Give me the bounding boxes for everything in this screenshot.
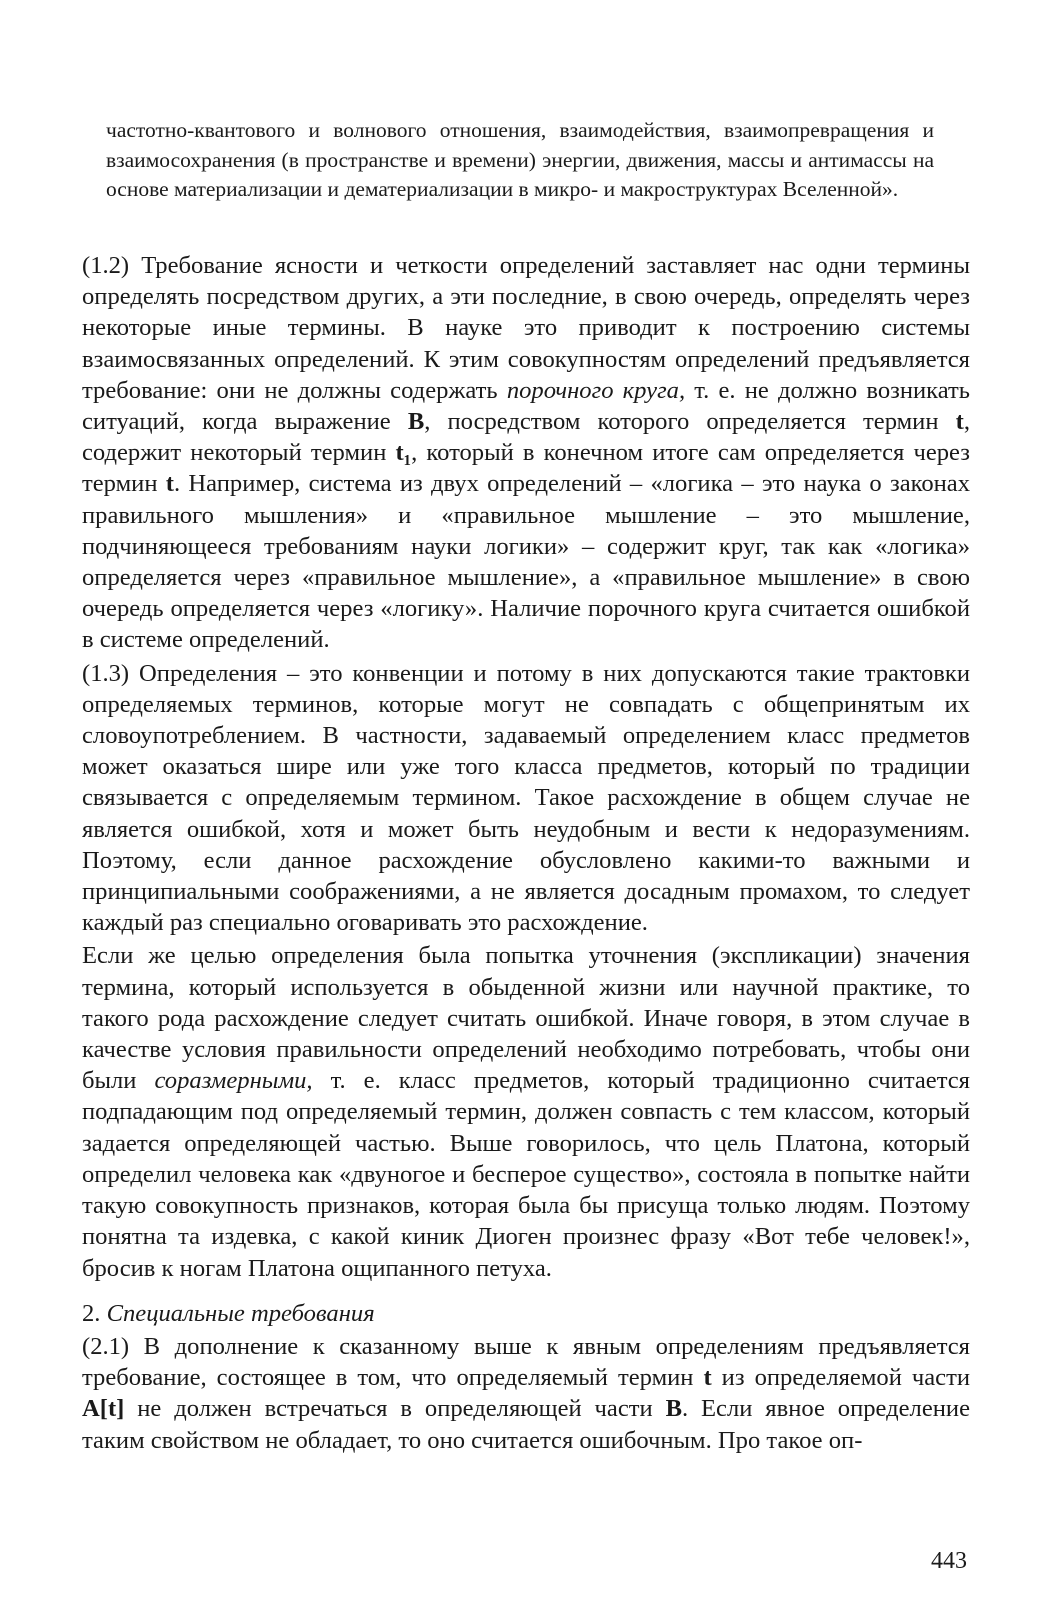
text-run: не должен встречаться в определяющей части bbox=[124, 1395, 666, 1423]
text-run: (2.1) В дополнение к сказанному выше к явным определениям предъявляется требование, состоящее в том, что определяемый термин bbox=[82, 1332, 970, 1392]
text-run: соразмерными, bbox=[154, 1067, 313, 1095]
body-text bbox=[82, 250, 970, 1456]
text-run: t bbox=[165, 470, 174, 498]
text-run: , который в конечном итоге сам определяется через термин bbox=[82, 439, 970, 498]
paragraph-1-3-continued bbox=[82, 940, 970, 1283]
paragraph-2-1 bbox=[82, 1331, 970, 1456]
quote-text: частотно-квантового и волнового отношения, взаимодействия, взаимопревращения и взаимосохранения (в пространстве и времени) энергии, движения, массы и антимассы на основе материализации и дематериализации в микро- и макроструктурах Вселенной». bbox=[106, 118, 934, 201]
paragraph-1-2 bbox=[82, 250, 970, 656]
text-run: . Например, система из двух определений – «логика – это наука о законах правильного мышления» и «правильное мышление – это мышление, подчиняющееся требованиям науки логики» – содержит круг, так как «логика» определяется через «правильное мышление», а «правильное мышление» в свою очередь определяется через «логику». Наличие порочного круга считается ошибкой в системе определений. bbox=[82, 470, 970, 654]
text-run: 2. bbox=[82, 1299, 107, 1327]
text-run: из определяемой части bbox=[711, 1364, 970, 1392]
text-run: t₁ bbox=[395, 439, 412, 467]
text-run: (1.3) Определения – это конвенции и потому в них допускаются такие трактовки определяемых терминов, которые могут не совпадать с общепринятым их словоупотреблением. В частности, задаваемый определением класс предметов может оказаться шире или уже того класса предметов, который по традиции связывается с определяемым термином. Такое расхождение в общем случае не является ошибкой, хотя и может быть неудобным и вести к недоразумениям. Поэтому, если данное расхождение обусловлено какими-то важными и принципиальными соображениями, а не является досадным промахом, то следует каждый раз специально оговаривать это расхождение. bbox=[82, 659, 970, 937]
text-run: Если же целью определения была попытка уточнения (экспликации) значения термина, который используется в обыденной жизни или научной практике, то такого рода расхождение следует считать ошибкой. Иначе говоря, в этом случае в качестве условия правильности определений необходимо потребовать, чтобы они были bbox=[82, 942, 970, 1095]
text-run: A[t] bbox=[82, 1395, 125, 1423]
text-run: . Если явное определение таким свойством не обладает, то оно считается ошибочным. Про такое оп- bbox=[82, 1395, 970, 1454]
text-run: Специальные требования bbox=[106, 1299, 375, 1327]
text-run: B bbox=[407, 408, 425, 436]
text-run: порочного круга, bbox=[506, 376, 686, 404]
text-run: т. е. класс предметов, который традиционно считается подпадающим под определяемый термин, должен совпасть с тем классом, который задается определяющей частью. Выше говорилось, что цель Платона, который определил человека как «двуногое и бесперое существо», состояла в попытке найти такую совокупность признаков, которая была бы присуща только людям. Поэтому понятна та издевка, с какой киник Диоген произнес фразу «Вот тебе человек!», бросив к ногам Платона ощипанного петуха. bbox=[82, 1067, 970, 1282]
page-number: 443 bbox=[931, 1548, 967, 1574]
text-run: , посредством которого определяется термин bbox=[424, 408, 956, 436]
text-run: (1.2) Требование ясности и четкости определений заставляет нас одни термины определять посредством других, а эти последние, в свою очередь, определять через некоторые иные термины. В науке это приводит к построению системы взаимосвязанных определений. К этим совокупностям определений предъявляется требование: они не должны содержать bbox=[82, 252, 970, 404]
section-heading bbox=[82, 1298, 970, 1329]
paragraph-1-3 bbox=[82, 658, 970, 939]
text-run: t bbox=[955, 408, 964, 436]
text-run: т. е. не должно возникать ситуаций, когда выражение bbox=[82, 376, 970, 436]
text-run: , содержит некоторый термин bbox=[82, 408, 970, 467]
text-run: t bbox=[703, 1364, 712, 1392]
text-run: B bbox=[665, 1395, 682, 1423]
